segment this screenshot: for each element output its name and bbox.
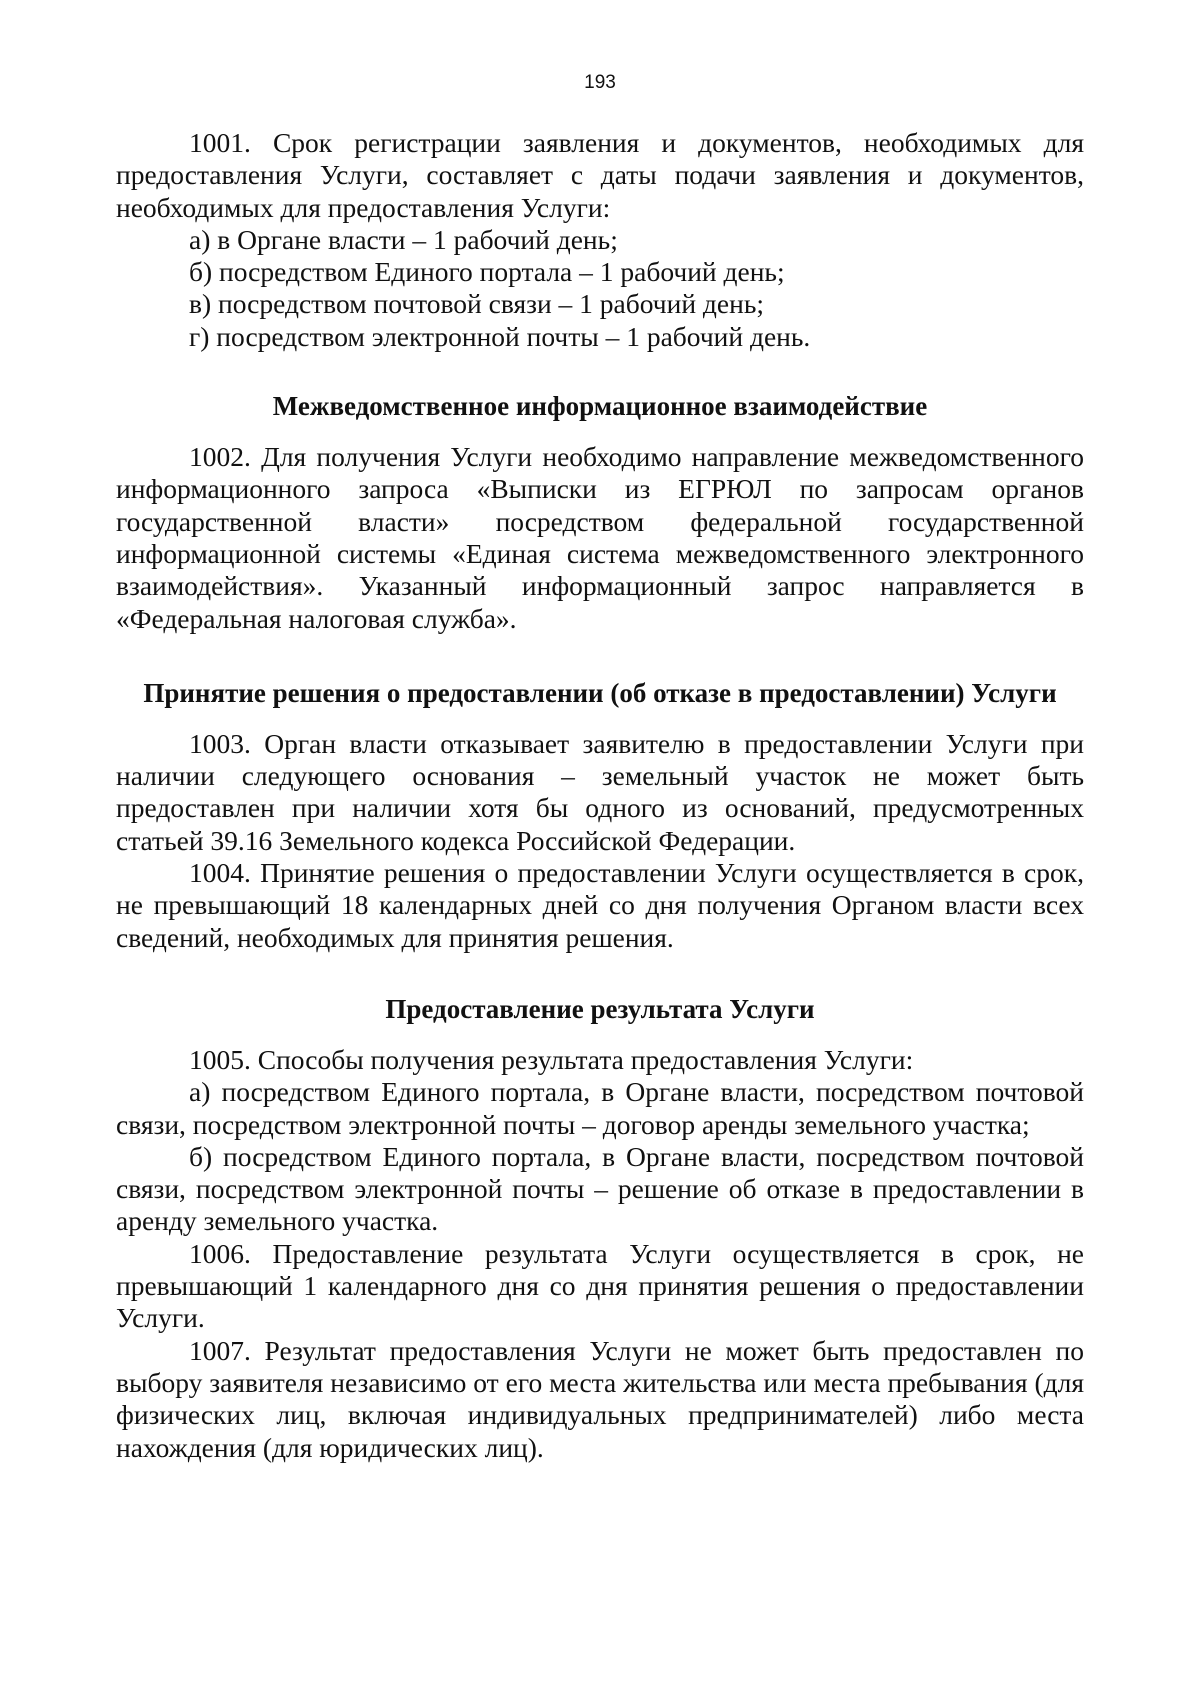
paragraph-1007: 1007. Результат предоставления Услуги не может быть предоставлен по выбору заявителя независимо от его места жительства или места пребывания (для физических лиц, включая индивидуальных предпринимателей) либо места нахождения (для юридических лиц).	[116, 1334, 1084, 1463]
paragraph-1004: 1004. Принятие решения о предоставлении Услуги осуществляется в срок, не превышающий 18 календарных дней со дня получения Органом власти всех сведений, необходимых для принятия решения.	[116, 857, 1084, 953]
paragraph-1005: 1005. Способы получения результата предоставления Услуги:	[189, 1043, 914, 1075]
list-item-1005-b: б) посредством Единого портала, в Органе власти, посредством почтовой связи, посредством электронной почты – решение об отказе в предоставлении в аренду земельного участка.	[116, 1140, 1084, 1237]
paragraph-1001: 1001. Срок регистрации заявления и документов, необходимых для предоставления Услуги, составляет с даты подачи заявления и документов, необходимых для предоставления Услуги:	[116, 127, 1084, 223]
page-number: 193	[584, 72, 616, 93]
section-heading-interagency: Межведомственное информационное взаимодействие	[272, 391, 928, 422]
paragraph-1002: 1002. Для получения Услуги необходимо направление межведомственного информационного запроса «Выписки из ЕГРЮЛ по запросам органов государственной власти» посредством федеральной государственной информационной системы «Единая система межведомственного электронного взаимодействия». Указанный информационный запрос направляется в «Федеральная налоговая служба».	[116, 441, 1084, 634]
paragraph-1006: 1006. Предоставление результата Услуги осуществляется в срок, не превышающий 1 календарного дня со дня принятия решения о предоставлении Услуги.	[116, 1237, 1084, 1334]
document-body	[116, 127, 1084, 1464]
list-item-1001-a: а) в Органе власти – 1 рабочий день;	[189, 223, 618, 255]
list-item-1001-b: б) посредством Единого портала – 1 рабочий день;	[189, 256, 785, 288]
list-item-1001-g: г) посредством электронной почты – 1 рабочий день.	[189, 320, 811, 352]
list-item-1001-v: в) посредством почтовой связи – 1 рабочий день;	[189, 288, 765, 320]
section-heading-decision: Принятие решения о предоставлении (об отказе в предоставлении) Услуги	[143, 677, 1057, 708]
section-heading-result: Предоставление результата Услуги	[385, 993, 815, 1024]
paragraph-1003: 1003. Орган власти отказывает заявителю в предоставлении Услуги при наличии следующего основания – земельный участок не может быть предоставлен при наличии хотя бы одного из оснований, предусмотренных статьей 39.16 Земельного кодекса Российской Федерации.	[116, 727, 1084, 856]
list-item-1005-a: а) посредством Единого портала, в Органе власти, посредством почтовой связи, посредством электронной почты – договор аренды земельного участка;	[116, 1076, 1084, 1140]
